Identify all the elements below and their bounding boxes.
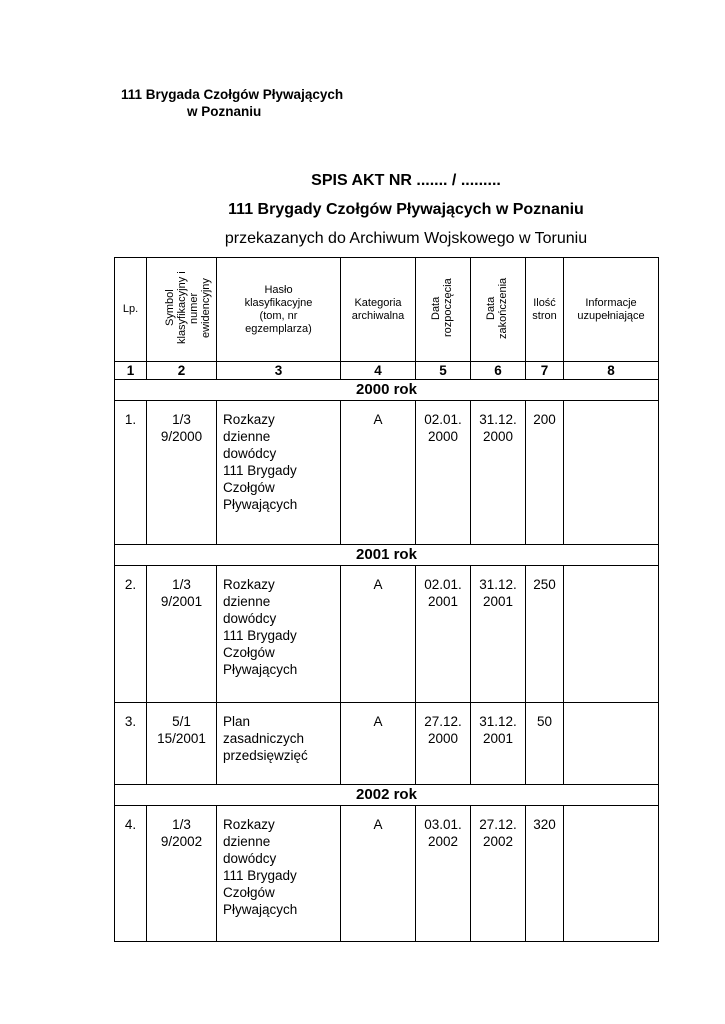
cell-data-rozpoczecia: 27.12. 2000 (416, 703, 471, 785)
cell-haslo: Rozkazy dzienne dowódcy 111 Brygady Czołgów Pływających (217, 806, 341, 942)
cell-kategoria: A (341, 703, 416, 785)
cell-data-zakonczenia: 31.12. 2001 (471, 703, 526, 785)
year-label: 2000 rok (115, 380, 659, 401)
document-subtitle: 111 Brygady Czołgów Pływających w Poznaniu (228, 201, 584, 218)
cell-data-rozpoczecia: 02.01. 2001 (416, 566, 471, 703)
cell-data-rozpoczecia: 02.01. 2000 (416, 401, 471, 545)
year-group-row (115, 785, 659, 806)
column-number: 4 (341, 362, 416, 380)
org-name-line2: w Poznaniu (187, 104, 262, 119)
cell-kategoria: A (341, 806, 416, 942)
cell-symbol: 1/3 9/2001 (147, 566, 217, 703)
table-header-row (115, 258, 659, 362)
cell-kategoria: A (341, 401, 416, 545)
header-symbol: Symbol klasyfikacyjny i numer ewidencyjny (147, 258, 217, 362)
cell-data-zakonczenia: 27.12. 2002 (471, 806, 526, 942)
cell-haslo: Plan zasadniczych przedsięwzięć (217, 703, 341, 785)
cell-haslo: Rozkazy dzienne dowódcy 111 Brygady Czołgów Pływających (217, 401, 341, 545)
year-group-row (115, 380, 659, 401)
cell-informacje (564, 703, 659, 785)
organization-header (121, 86, 343, 120)
cell-lp: 4. (115, 806, 147, 942)
cell-kategoria: A (341, 566, 416, 703)
cell-informacje (564, 566, 659, 703)
cell-symbol: 1/3 9/2002 (147, 806, 217, 942)
cell-haslo: Rozkazy dzienne dowódcy 111 Brygady Czołgów Pływających (217, 566, 341, 703)
cell-ilosc-stron: 200 (526, 401, 564, 545)
cell-data-zakonczenia: 31.12. 2000 (471, 401, 526, 545)
header-informacje: Informacje uzupełniające (564, 258, 659, 362)
table-row (115, 703, 659, 785)
cell-symbol: 1/3 9/2000 (147, 401, 217, 545)
column-number: 6 (471, 362, 526, 380)
document-destination: przekazanych do Archiwum Wojskowego w Toruniu (224, 230, 588, 247)
table-body (115, 362, 659, 942)
header-lp: Lp. (115, 258, 147, 362)
document-title: SPIS AKT NR ....... / ......... (311, 172, 501, 189)
column-number: 8 (564, 362, 659, 380)
column-number: 5 (416, 362, 471, 380)
records-table (114, 257, 659, 942)
cell-informacje (564, 401, 659, 545)
header-data-zakonczenia: Data zakończenia (471, 258, 526, 362)
cell-symbol: 5/1 15/2001 (147, 703, 217, 785)
column-number: 1 (115, 362, 147, 380)
cell-data-rozpoczecia: 03.01. 2002 (416, 806, 471, 942)
header-haslo: Hasło klasyfikacyjne (tom, nr egzemplarza) (217, 258, 341, 362)
cell-lp: 3. (115, 703, 147, 785)
cell-lp: 2. (115, 566, 147, 703)
year-label: 2001 rok (115, 545, 659, 566)
year-label: 2002 rok (115, 785, 659, 806)
table-row (115, 566, 659, 703)
column-number: 2 (147, 362, 217, 380)
cell-ilosc-stron: 250 (526, 566, 564, 703)
table-row (115, 806, 659, 942)
header-ilosc-stron: Ilość stron (526, 258, 564, 362)
cell-data-zakonczenia: 31.12. 2001 (471, 566, 526, 703)
header-data-rozpoczecia: Data rozpoczęcia (416, 258, 471, 362)
table-row (115, 401, 659, 545)
cell-ilosc-stron: 320 (526, 806, 564, 942)
cell-lp: 1. (115, 401, 147, 545)
cell-ilosc-stron: 50 (526, 703, 564, 785)
column-number: 3 (217, 362, 341, 380)
org-name-line1: 111 Brygada Czołgów Pływających (121, 87, 344, 102)
year-group-row (115, 545, 659, 566)
cell-informacje (564, 806, 659, 942)
header-kategoria: Kategoria archiwalna (341, 258, 416, 362)
column-number: 7 (526, 362, 564, 380)
column-number-row (115, 362, 659, 380)
